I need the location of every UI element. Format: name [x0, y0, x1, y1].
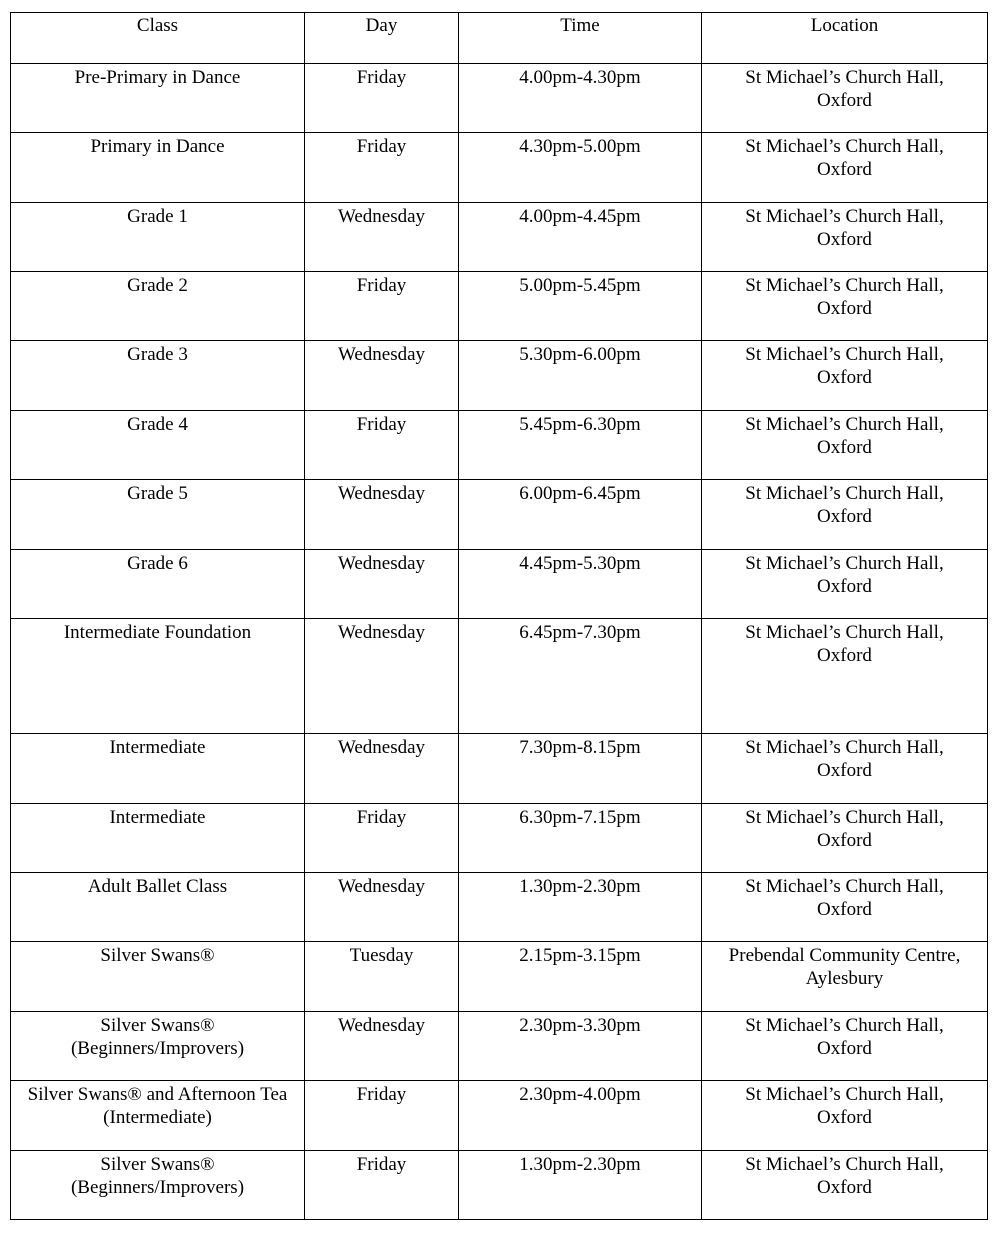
cell-class: Grade 1	[11, 203, 305, 272]
cell-class: Silver Swans® and Afternoon Tea (Intermediate)	[11, 1081, 305, 1151]
header-time: Time	[459, 13, 702, 64]
table-row	[11, 1081, 988, 1151]
header-day: Day	[305, 13, 459, 64]
cell-location: St Michael’s Church Hall, Oxford	[702, 550, 988, 619]
table-body	[11, 64, 988, 1220]
cell-day: Friday	[305, 272, 459, 341]
table-row	[11, 873, 988, 942]
cell-location: St Michael’s Church Hall, Oxford	[702, 734, 988, 804]
cell-day: Wednesday	[305, 873, 459, 942]
cell-class: Silver Swans®	[11, 942, 305, 1012]
table-row	[11, 64, 988, 133]
cell-location: St Michael’s Church Hall, Oxford	[702, 133, 988, 203]
cell-day: Wednesday	[305, 550, 459, 619]
cell-day: Friday	[305, 64, 459, 133]
cell-class: Silver Swans® (Beginners/Improvers)	[11, 1012, 305, 1081]
header-row	[11, 13, 988, 64]
cell-location: St Michael’s Church Hall, Oxford	[702, 619, 988, 734]
table-row	[11, 272, 988, 341]
cell-class: Pre-Primary in Dance	[11, 64, 305, 133]
cell-class: Primary in Dance	[11, 133, 305, 203]
class-schedule-table	[10, 12, 988, 1220]
table-row	[11, 1151, 988, 1220]
cell-location: St Michael’s Church Hall, Oxford	[702, 804, 988, 873]
table-row	[11, 619, 988, 734]
cell-time: 6.45pm-7.30pm	[459, 619, 702, 734]
cell-day: Wednesday	[305, 341, 459, 411]
table-row	[11, 734, 988, 804]
table-row	[11, 133, 988, 203]
cell-class: Grade 2	[11, 272, 305, 341]
cell-class: Grade 4	[11, 411, 305, 480]
cell-time: 5.00pm-5.45pm	[459, 272, 702, 341]
cell-location: Prebendal Community Centre, Aylesbury	[702, 942, 988, 1012]
cell-day: Friday	[305, 1081, 459, 1151]
cell-time: 6.00pm-6.45pm	[459, 480, 702, 550]
cell-location: St Michael’s Church Hall, Oxford	[702, 64, 988, 133]
cell-time: 2.30pm-4.00pm	[459, 1081, 702, 1151]
table-row	[11, 550, 988, 619]
cell-class: Grade 3	[11, 341, 305, 411]
cell-location: St Michael’s Church Hall, Oxford	[702, 341, 988, 411]
table-row	[11, 804, 988, 873]
cell-day: Wednesday	[305, 619, 459, 734]
table-row	[11, 341, 988, 411]
cell-location: St Michael’s Church Hall, Oxford	[702, 203, 988, 272]
cell-time: 7.30pm-8.15pm	[459, 734, 702, 804]
cell-class: Grade 5	[11, 480, 305, 550]
cell-time: 4.00pm-4.30pm	[459, 64, 702, 133]
cell-day: Friday	[305, 1151, 459, 1220]
table-row	[11, 480, 988, 550]
header-class: Class	[11, 13, 305, 64]
cell-class: Grade 6	[11, 550, 305, 619]
cell-day: Wednesday	[305, 734, 459, 804]
header-location: Location	[702, 13, 988, 64]
cell-location: St Michael’s Church Hall, Oxford	[702, 1081, 988, 1151]
cell-location: St Michael’s Church Hall, Oxford	[702, 480, 988, 550]
cell-class: Intermediate	[11, 734, 305, 804]
table-row	[11, 1012, 988, 1081]
cell-time: 1.30pm-2.30pm	[459, 873, 702, 942]
cell-time: 2.30pm-3.30pm	[459, 1012, 702, 1081]
cell-day: Friday	[305, 133, 459, 203]
cell-class: Intermediate Foundation	[11, 619, 305, 734]
cell-time: 4.30pm-5.00pm	[459, 133, 702, 203]
cell-time: 5.45pm-6.30pm	[459, 411, 702, 480]
cell-class: Intermediate	[11, 804, 305, 873]
cell-location: St Michael’s Church Hall, Oxford	[702, 1151, 988, 1220]
cell-day: Wednesday	[305, 203, 459, 272]
cell-time: 4.45pm-5.30pm	[459, 550, 702, 619]
table-row	[11, 411, 988, 480]
table-row	[11, 203, 988, 272]
cell-day: Friday	[305, 411, 459, 480]
cell-time: 2.15pm-3.15pm	[459, 942, 702, 1012]
cell-class: Adult Ballet Class	[11, 873, 305, 942]
cell-time: 6.30pm-7.15pm	[459, 804, 702, 873]
cell-day: Friday	[305, 804, 459, 873]
cell-location: St Michael’s Church Hall, Oxford	[702, 873, 988, 942]
cell-time: 5.30pm-6.00pm	[459, 341, 702, 411]
cell-class: Silver Swans® (Beginners/Improvers)	[11, 1151, 305, 1220]
cell-day: Tuesday	[305, 942, 459, 1012]
cell-location: St Michael’s Church Hall, Oxford	[702, 272, 988, 341]
cell-day: Wednesday	[305, 480, 459, 550]
table-row	[11, 942, 988, 1012]
cell-time: 1.30pm-2.30pm	[459, 1151, 702, 1220]
cell-day: Wednesday	[305, 1012, 459, 1081]
cell-location: St Michael’s Church Hall, Oxford	[702, 411, 988, 480]
cell-time: 4.00pm-4.45pm	[459, 203, 702, 272]
cell-location: St Michael’s Church Hall, Oxford	[702, 1012, 988, 1081]
